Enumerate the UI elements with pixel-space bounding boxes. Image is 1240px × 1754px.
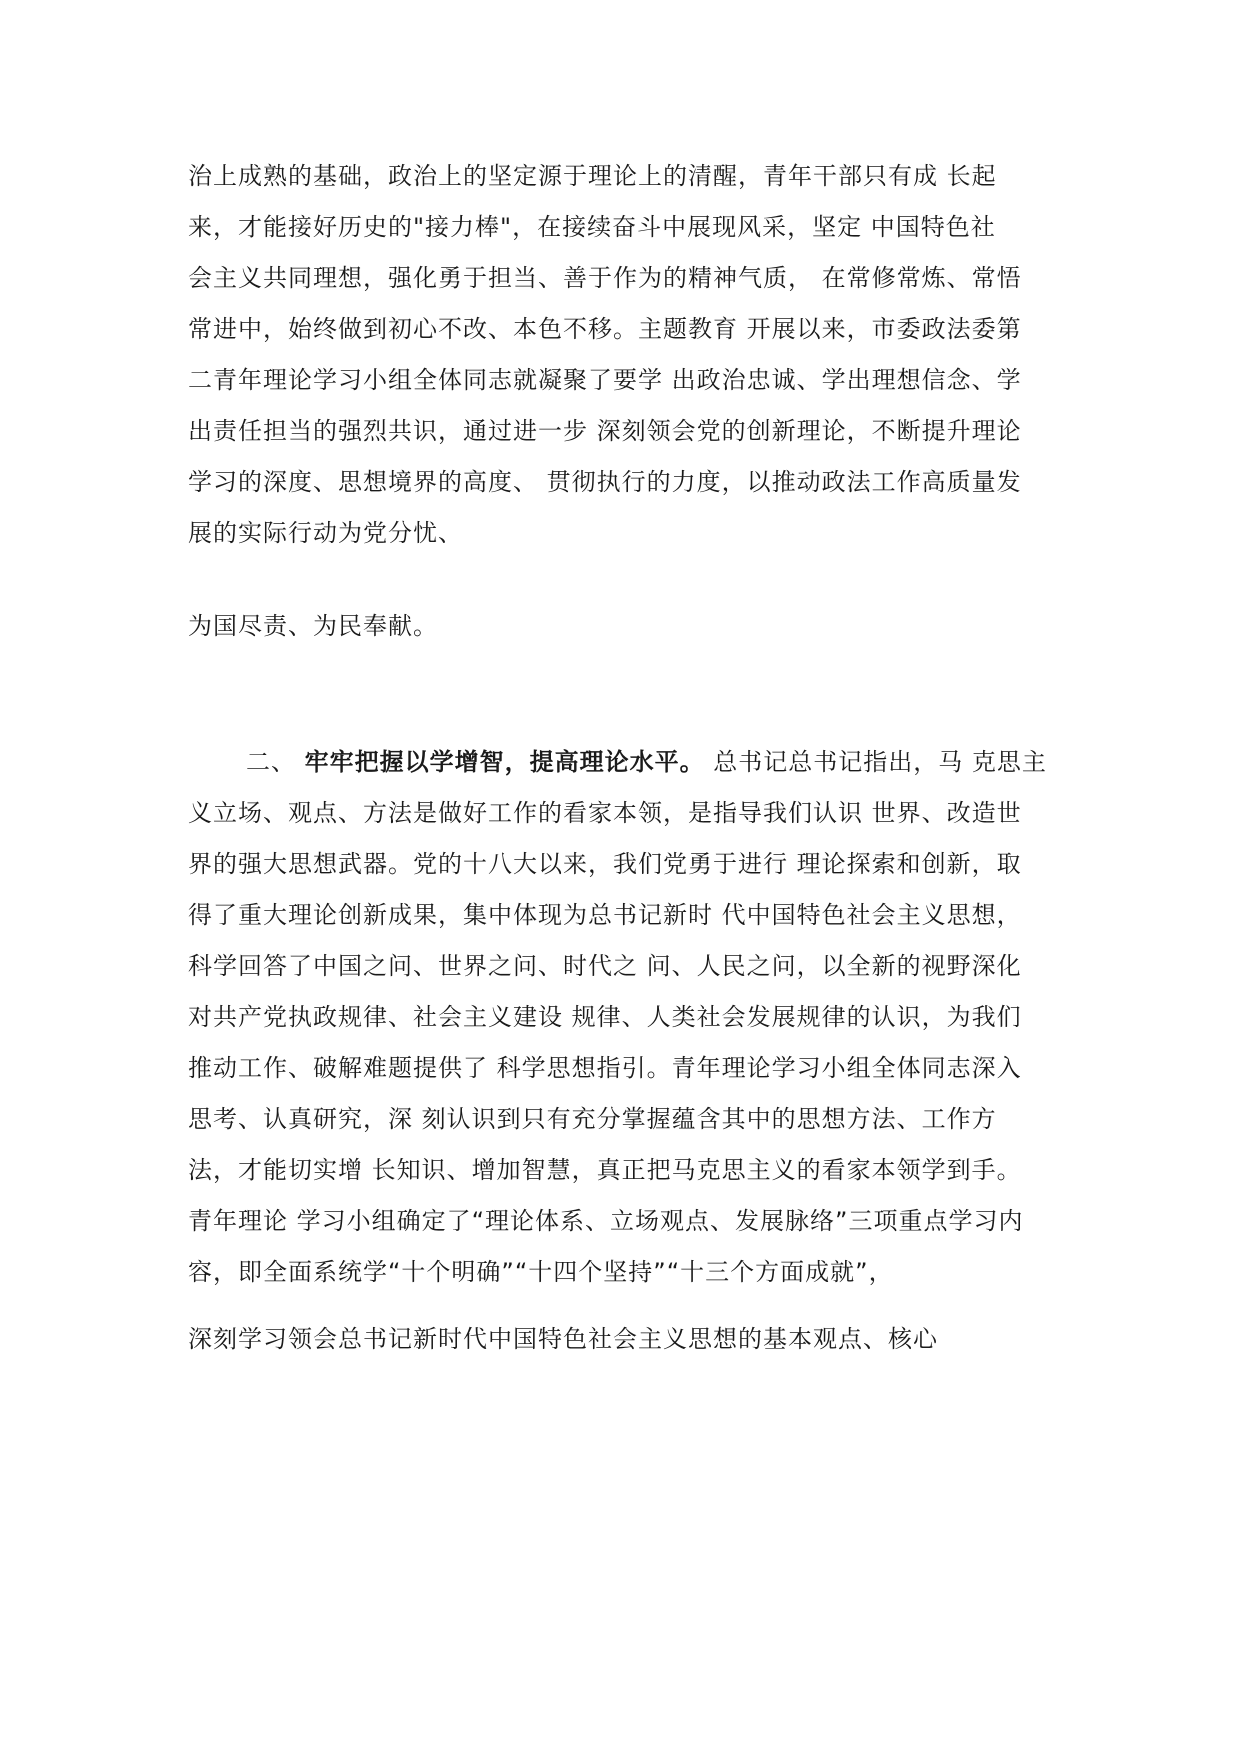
heading-line-text: 总书记总书记指出，马 克思主 — [713, 748, 1047, 776]
text-line: 容，即全面系统学“十个明确”“十四个坚持”“十三个方面成就”， — [188, 1258, 894, 1286]
text-line: 推动工作、破解难题提供了 科学思想指引。青年理论学习小组全体同志深入 — [188, 1054, 1022, 1082]
section-heading: 牢牢把握以学增智，提高理论水平。 — [304, 748, 705, 776]
paragraph-2-tail — [188, 1314, 1068, 1365]
text-line: 出责任担当的强烈共识，通过进一步 深刻领会党的创新理论，不断提升理论 — [188, 417, 1022, 445]
paragraph-2 — [188, 737, 1068, 1298]
text-line: 青年理论 学习小组确定了“理论体系、立场观点、发展脉络”三项重点学习内 — [188, 1207, 1024, 1235]
text-line: 会主义共同理想，强化勇于担当、善于作为的精神气质， 在常修常炼、常悟 — [188, 264, 1022, 292]
text-line: 常进中，始终做到初心不改、本色不移。主题教育 开展以来，市委政法委第 — [188, 315, 1022, 343]
text-line: 科学回答了中国之问、世界之问、时代之 问、人民之问，以全新的视野深化 — [188, 952, 1022, 980]
text-line: 得了重大理论创新成果，集中体现为总书记新时 代中国特色社会主义思想， — [188, 901, 1022, 929]
text-line: 为国尽责、为民奉献。 — [188, 612, 438, 640]
section-heading-line — [188, 737, 1068, 788]
text-line: 界的强大思想武器。党的十八大以来，我们党勇于进行 理论探索和创新，取 — [188, 850, 1022, 878]
paragraph-1-tail — [188, 601, 1068, 652]
text-line: 学习的深度、思想境界的高度、 贯彻执行的力度，以推动政法工作高质量发 — [188, 468, 1022, 496]
text-line: 义立场、观点、方法是做好工作的看家本领，是指导我们认识 世界、改造世 — [188, 799, 1022, 827]
text-line: 对共产党执政规律、社会主义建设 规律、人类社会发展规律的认识，为我们 — [188, 1003, 1022, 1031]
text-line: 治上成熟的基础，政治上的坚定源于理论上的清醒，青年干部只有成 长起 — [188, 162, 997, 190]
text-line: 二青年理论学习小组全体同志就凝聚了要学 出政治忠诚、学出理想信念、学 — [188, 366, 1022, 394]
text-line: 展的实际行动为党分忧、 — [188, 519, 463, 547]
section-number: 二、 — [246, 748, 296, 776]
paragraph-1 — [188, 151, 1068, 559]
text-line: 来，才能接好历史的"接力棒"，在接续奋斗中展现风采，坚定 中国特色社 — [188, 213, 996, 241]
text-line: 法，才能切实增 长知识、增加智慧，真正把马克思主义的看家本领学到手。 — [188, 1156, 1022, 1184]
text-line: 思考、认真研究，深 刻认识到只有充分掌握蕴含其中的思想方法、工作方 — [188, 1105, 997, 1133]
text-line: 深刻学习领会总书记新时代中国特色社会主义思想的基本观点、核心 — [188, 1325, 938, 1353]
